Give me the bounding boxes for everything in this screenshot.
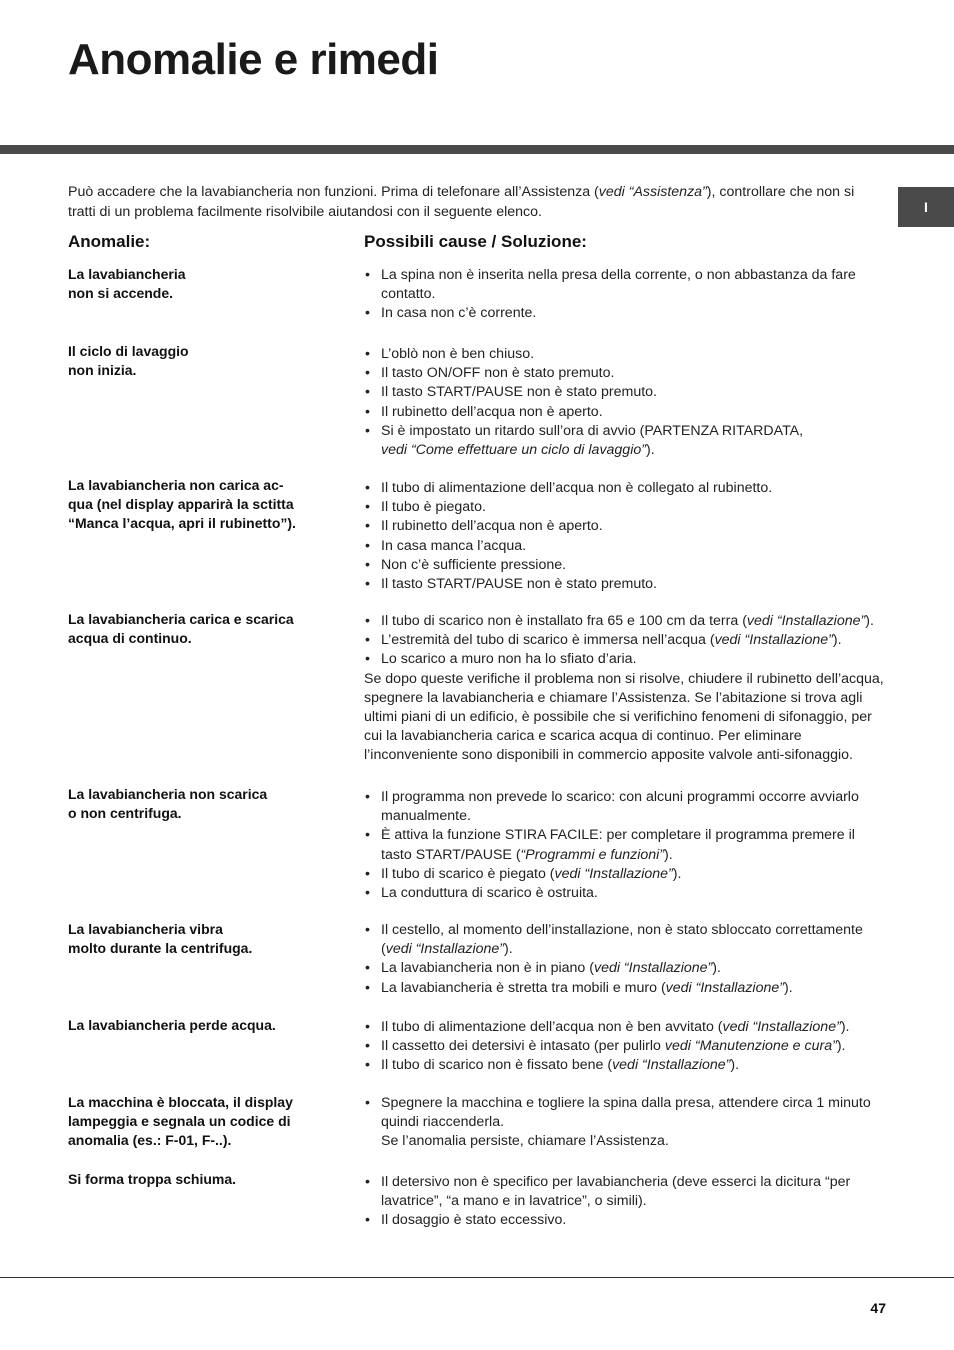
cause-item — [364, 383, 889, 402]
anomaly-label — [68, 1093, 338, 1151]
solution-block — [364, 921, 889, 998]
cause-item — [364, 556, 889, 575]
cause-text: Il tubo di scarico non è installato fra 65 e 100 cm da terra ( — [381, 613, 747, 629]
cause-item — [364, 612, 889, 631]
anomaly-line: “Manca l’acqua, apri il rubinetto”). — [68, 515, 296, 532]
causes-header: Possibili cause / Soluzione: — [364, 232, 587, 251]
cause-text-end: ). — [712, 960, 721, 977]
anomaly-line: lampeggia e segnala un codice di — [68, 1113, 291, 1130]
cause-item — [364, 1056, 889, 1075]
cause-item — [364, 479, 889, 498]
cause-text: Non c’è sufficiente pressione. — [381, 556, 567, 573]
solution-block — [364, 479, 889, 594]
cause-list — [364, 1173, 889, 1231]
cause-item — [364, 1211, 889, 1230]
cause-text: Il tubo di scarico è piegato ( — [381, 865, 555, 882]
cause-text: La lavabiancheria non è in piano ( — [381, 960, 594, 977]
cause-reference: vedi “Installazione” — [385, 941, 505, 958]
anomaly-label — [68, 1016, 338, 1035]
solution-block — [364, 345, 889, 460]
anomaly-line: La lavabiancheria perde acqua. — [68, 1017, 276, 1033]
cause-item — [364, 266, 889, 304]
cause-text: Il tubo di scarico non è fissato bene ( — [381, 1057, 613, 1074]
anomaly-line: La lavabiancheria — [68, 266, 186, 282]
cause-item — [364, 979, 889, 998]
cause-reference: vedi “Installazione” — [554, 865, 673, 882]
cause-text: L’oblò non è ben chiuso. — [381, 346, 535, 362]
solution-block — [364, 1018, 889, 1076]
cause-item — [364, 1094, 889, 1152]
cause-reference: vedi “Installazione” — [714, 632, 833, 649]
cause-item — [364, 364, 889, 383]
cause-item — [364, 345, 889, 364]
page-title: Anomalie e rimedi — [68, 35, 439, 84]
cause-text: Il tasto ON/OFF non è stato premuto. — [381, 365, 615, 382]
cause-text-extra: Se l’anomalia persiste, chiamare l’Assistenza. — [381, 1133, 669, 1150]
solution-block — [364, 1173, 889, 1231]
anomaly-line: anomalia (es.: F-01, F-..). — [68, 1132, 232, 1149]
cause-text: Lo scarico a muro non ha lo sfiato d’aria. — [381, 651, 637, 668]
cause-text: Si è impostato un ritardo sull’ora di avvio (PARTENZA RITARDATA, — [381, 422, 804, 439]
cause-item — [364, 422, 889, 460]
cause-reference: vedi “Installazione” — [722, 1019, 841, 1035]
cause-text: Il tubo di alimentazione dell’acqua non è collegato al rubinetto. — [381, 480, 773, 496]
cause-item — [364, 537, 889, 556]
anomaly-label — [68, 610, 338, 648]
anomaly-label — [68, 1170, 338, 1189]
cause-list — [364, 788, 889, 903]
cause-reference: vedi “Manutenzione e cura” — [664, 1038, 837, 1055]
solution-block — [364, 612, 889, 766]
cause-item — [364, 517, 889, 536]
anomaly-line: non si accende. — [68, 285, 174, 302]
cause-text-end: ). — [832, 632, 842, 649]
cause-text: Il tasto START/PAUSE non è stato premuto. — [381, 384, 657, 401]
anomaly-line: La macchina è bloccata, il display — [68, 1094, 293, 1110]
cause-text: Il tubo di alimentazione dell’acqua non è ben avvitato ( — [381, 1019, 723, 1035]
anomaly-line: La lavabiancheria vibra — [68, 921, 223, 937]
cause-item — [364, 1018, 889, 1037]
anomaly-label — [68, 342, 338, 380]
cause-item — [364, 498, 889, 517]
cause-item — [364, 788, 889, 826]
anomaly-line: o non centrifuga. — [68, 805, 182, 822]
cause-list — [364, 612, 889, 670]
cause-item — [364, 631, 889, 650]
cause-list — [364, 921, 889, 998]
cause-text: In casa manca l’acqua. — [381, 537, 527, 554]
cause-note: Se dopo queste verifiche il problema non si risolve, chiudere il rubinetto dell’acqua, spegnere la lavabiancheria e chiamare l’Assistenza. Se l’abitazione si trova agli ultimi piani di un edificio, è possibile che si verifichino fenomeni di sifonaggio, per cui la lavabiancheria carica e scarica acqua di continuo. Per eliminare l’inconveniente sono disponibili in commercio apposite valvole anti-sifonaggio. — [364, 670, 884, 764]
anomaly-line: acqua di continuo. — [68, 630, 192, 647]
cause-text: Il cestello, al momento dell’installazione, non è stato sbloccato correttamente ( — [381, 922, 863, 958]
cause-text: Il programma non prevede lo scarico: con alcuni programmi occorre avviarlo manualmente. — [381, 789, 859, 825]
cause-text-end: ). — [783, 979, 793, 996]
anomaly-line: Il ciclo di lavaggio — [68, 343, 189, 359]
cause-text: Il tubo è piegato. — [381, 499, 486, 516]
cause-list — [364, 1018, 889, 1076]
cause-item — [364, 921, 889, 959]
cause-text-end: ). — [865, 613, 874, 629]
cause-text-end: ). — [672, 865, 682, 882]
cause-text: La conduttura di scarico è ostruita. — [381, 885, 598, 902]
cause-item — [364, 403, 889, 422]
cause-item — [364, 1173, 889, 1211]
anomaly-line: molto durante la centrifuga. — [68, 940, 253, 957]
footer-divider — [0, 1277, 954, 1278]
intro-text: Può accadere che la lavabiancheria non funzioni. Prima di telefonare all’Assistenza ( — [68, 184, 599, 200]
cause-text-end: ). — [836, 1038, 846, 1055]
cause-list — [364, 266, 889, 324]
intro-text-end: ), controllare che non si tratti di un problema facilmente risolvibile aiutandosi con il seguente elenco. — [68, 184, 855, 220]
cause-text: Il dosaggio è stato eccessivo. — [381, 1212, 567, 1229]
anomaly-label — [68, 265, 338, 303]
cause-reference: vedi “Installazione” — [665, 979, 784, 996]
cause-item — [364, 826, 889, 864]
cause-text: L’estremità del tubo di scarico è immersa nell’acqua ( — [381, 632, 715, 649]
header-divider — [0, 145, 954, 154]
cause-item — [364, 575, 889, 594]
cause-reference: vedi “Installazione” — [593, 960, 713, 977]
cause-item — [364, 650, 889, 669]
anomaly-label — [68, 920, 338, 958]
anomaly-line: La lavabiancheria carica e scarica — [68, 611, 294, 627]
cause-text: Il rubinetto dell’acqua non è aperto. — [381, 518, 603, 535]
intro-reference: vedi “Assistenza” — [598, 184, 707, 200]
solution-block — [364, 266, 889, 324]
cause-list — [364, 1094, 889, 1152]
cause-text-end: ). — [730, 1057, 740, 1074]
cause-text-end: ). — [840, 1019, 850, 1035]
cause-reference: “Programmi e funzioni” — [520, 846, 665, 863]
cause-reference: vedi “Installazione” — [746, 613, 866, 629]
cause-reference: vedi “Installazione” — [612, 1057, 731, 1074]
cause-text: Il cassetto dei detersivi è intasato (per pulirlo — [381, 1038, 665, 1055]
cause-text: La lavabiancheria è stretta tra mobili e muro ( — [381, 979, 666, 996]
anomaly-line: Si forma troppa schiuma. — [68, 1171, 237, 1187]
cause-text: Il tasto START/PAUSE non è stato premuto. — [381, 576, 657, 593]
cause-text: Il rubinetto dell’acqua non è aperto. — [381, 403, 603, 420]
cause-text: È attiva la funzione STIRA FACILE: per completare il programma premere il tasto START/PAUSE ( — [381, 827, 855, 863]
cause-item — [364, 884, 889, 903]
cause-text: Il detersivo non è specifico per lavabiancheria (deve esserci la dicitura “per lavatrice”, “a mano e in lavatrice”, o simili). — [381, 1174, 851, 1210]
cause-text: La spina non è inserita nella presa della corrente, o non abbastanza da fare contatto. — [381, 267, 856, 303]
cause-item — [364, 304, 889, 323]
anomaly-line: La lavabiancheria non scarica — [68, 786, 268, 802]
language-tab: I — [898, 187, 954, 227]
cause-item — [364, 959, 889, 978]
anomaly-label — [68, 785, 338, 823]
cause-item — [364, 1037, 889, 1056]
cause-text-end: ). — [645, 442, 655, 459]
anomalies-header: Anomalie: — [68, 232, 151, 251]
cause-list — [364, 479, 889, 594]
cause-list — [364, 345, 889, 460]
cause-text: In casa non c’è corrente. — [381, 305, 537, 322]
cause-text-end: ). — [504, 941, 513, 958]
anomaly-line: qua (nel display apparirà la sctitta — [68, 496, 294, 513]
cause-text: Spegnere la macchina e togliere la spina dalla presa, attendere circa 1 minuto quindi riaccenderla. — [381, 1095, 871, 1131]
anomaly-label — [68, 476, 338, 534]
intro-paragraph — [68, 183, 883, 222]
anomaly-line: La lavabiancheria non carica ac- — [68, 477, 284, 493]
solution-block — [364, 1094, 889, 1152]
cause-text-end: ). — [664, 846, 673, 863]
solution-block — [364, 788, 889, 903]
cause-reference: vedi “Come effettuare un ciclo di lavaggio” — [381, 442, 646, 459]
anomaly-line: non inizia. — [68, 362, 137, 379]
page-number: 47 — [870, 1300, 886, 1316]
cause-item — [364, 865, 889, 884]
